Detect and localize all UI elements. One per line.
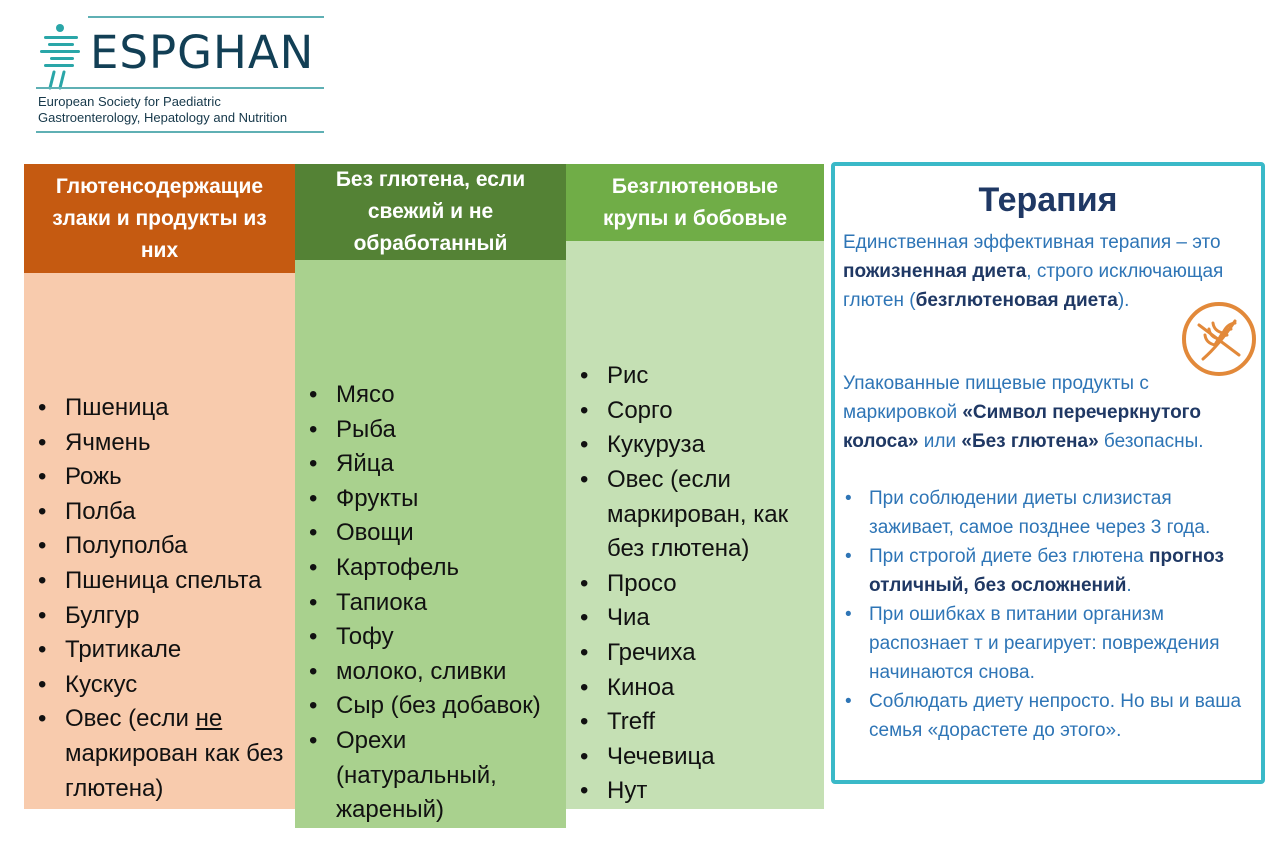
point-text: При соблюдении диеты слизистая заживает, самое позднее через 3 года.: [869, 488, 1211, 538]
food-item: • Фрукты: [295, 482, 566, 517]
logo-subtitle-line-1: European Society for Paediatric: [38, 94, 221, 109]
lead-text-1: Единственная эффективная терапия – это: [843, 232, 1221, 253]
food-item: • молоко, сливки: [295, 655, 566, 690]
food-item: • Рожь: [24, 460, 295, 495]
logo-mid-rule: [36, 87, 324, 89]
food-item: • Treff: [566, 705, 824, 740]
therapy-points-list: [843, 484, 1255, 745]
therapy-point-prognosis: [843, 542, 1255, 600]
food-item: • Тапиока: [295, 586, 566, 621]
crossed-grain-icon: [1179, 299, 1259, 379]
food-item: • Булгур: [24, 599, 295, 634]
fresh-column: [295, 164, 566, 824]
food-item: • Чечевица: [566, 740, 824, 775]
food-item: • Рыба: [295, 413, 566, 448]
logo-subtitle-line-2: Gastroenterology, Hepatology and Nutrition: [38, 110, 288, 125]
point-text: При ошибках в питании организм распознает т и реагирует: повреждения начинаются снова.: [869, 604, 1220, 683]
food-item: • Овес (если маркирован, как без глютена): [566, 463, 824, 567]
gluten-free-list: [566, 359, 824, 809]
therapy-packaging-paragraph: [843, 369, 1257, 456]
food-item: • Тритикале: [24, 633, 295, 668]
gluten-column: [24, 164, 295, 809]
food-item: • Пшеница спельта: [24, 564, 295, 599]
food-item: • Тофу: [295, 620, 566, 655]
pack-bold-crossed-grain-symbol: «Символ перечеркнутого колоса»: [843, 402, 1201, 452]
gluten-list: [24, 391, 295, 806]
food-item: • Ячмень: [24, 426, 295, 461]
oats-underlined-not: не: [195, 705, 223, 733]
point-bold-prognosis: прогноз отличный, без осложнений: [869, 546, 1224, 596]
food-item: • Пшеница: [24, 391, 295, 426]
point-text-after: .: [1126, 575, 1132, 596]
food-item: • Сорго: [566, 394, 824, 429]
lead-text-3: ).: [1117, 290, 1130, 311]
therapy-point-mucosa-heals: [843, 484, 1255, 542]
food-item: • Яйца: [295, 447, 566, 482]
pack-text-3: безопасны.: [1098, 431, 1204, 452]
food-item: • Киноа: [566, 671, 824, 706]
fresh-column-body: [295, 260, 566, 828]
logo-subtitle: [38, 94, 287, 126]
food-item: • Картофель: [295, 551, 566, 586]
therapy-box: [831, 162, 1265, 784]
food-table: [24, 164, 824, 824]
food-item: • Полба: [24, 495, 295, 530]
food-item-oats-not-marked: [24, 702, 295, 806]
gluten-column-body: [24, 273, 295, 809]
gluten-free-column-body: [566, 241, 824, 809]
food-item: • Гречиха: [566, 636, 824, 671]
food-item: • Полуполба: [24, 529, 295, 564]
food-item: • Орехи (натуральный, жареный): [295, 724, 566, 828]
lead-bold-lifelong-diet: пожизненная диета: [843, 261, 1027, 282]
food-item: • Кукуруза: [566, 428, 824, 463]
therapy-point-diet-difficult: [843, 687, 1255, 745]
therapy-point-diet-errors: [843, 600, 1255, 687]
gluten-free-column-header: Безглютеновые крупы и бобовые: [566, 164, 824, 241]
lead-bold-gluten-free-diet: безглютеновая диета: [915, 290, 1118, 311]
therapy-lead-paragraph: [843, 228, 1251, 315]
gluten-free-column: [566, 164, 824, 809]
food-item: • Кускус: [24, 668, 295, 703]
food-item: • Рис: [566, 359, 824, 394]
fresh-column-header: Без глютена, если свежий и не обработанный: [295, 164, 566, 260]
food-item: • Просо: [566, 567, 824, 602]
oats-text-after: маркирован как без глютена): [65, 739, 284, 802]
food-item: • Овощи: [295, 516, 566, 551]
pack-bold-gluten-free-label: «Без глютена»: [961, 431, 1099, 452]
logo-top-rule: [88, 16, 324, 18]
food-item: • Сыр (без добавок): [295, 689, 566, 724]
gluten-column-header: Глютенсодержащие злаки и продукты из них: [24, 164, 295, 273]
logo-name: ESPGHAN: [90, 26, 315, 79]
food-item: • Нут: [566, 774, 824, 809]
food-item: • Мясо: [295, 378, 566, 413]
point-text: Соблюдать диету непросто. Но вы и ваша семья «дорастете до этого».: [869, 691, 1242, 741]
food-item: • Чиа: [566, 601, 824, 636]
point-text: При строгой диете без глютена: [869, 546, 1150, 567]
espghan-logo: [36, 16, 328, 134]
pack-text-1: Упакованные пищевые продукты с маркировкой: [843, 373, 1149, 423]
lead-text-2: , строго исключающая глютен (: [843, 261, 1224, 311]
logo-figure-icon: [36, 22, 86, 92]
oats-text-before: Овес (если: [65, 705, 196, 733]
therapy-title: Терапия: [978, 181, 1118, 219]
logo-bottom-rule: [36, 131, 324, 133]
pack-text-2: или: [918, 431, 962, 452]
fresh-list: [295, 378, 566, 828]
